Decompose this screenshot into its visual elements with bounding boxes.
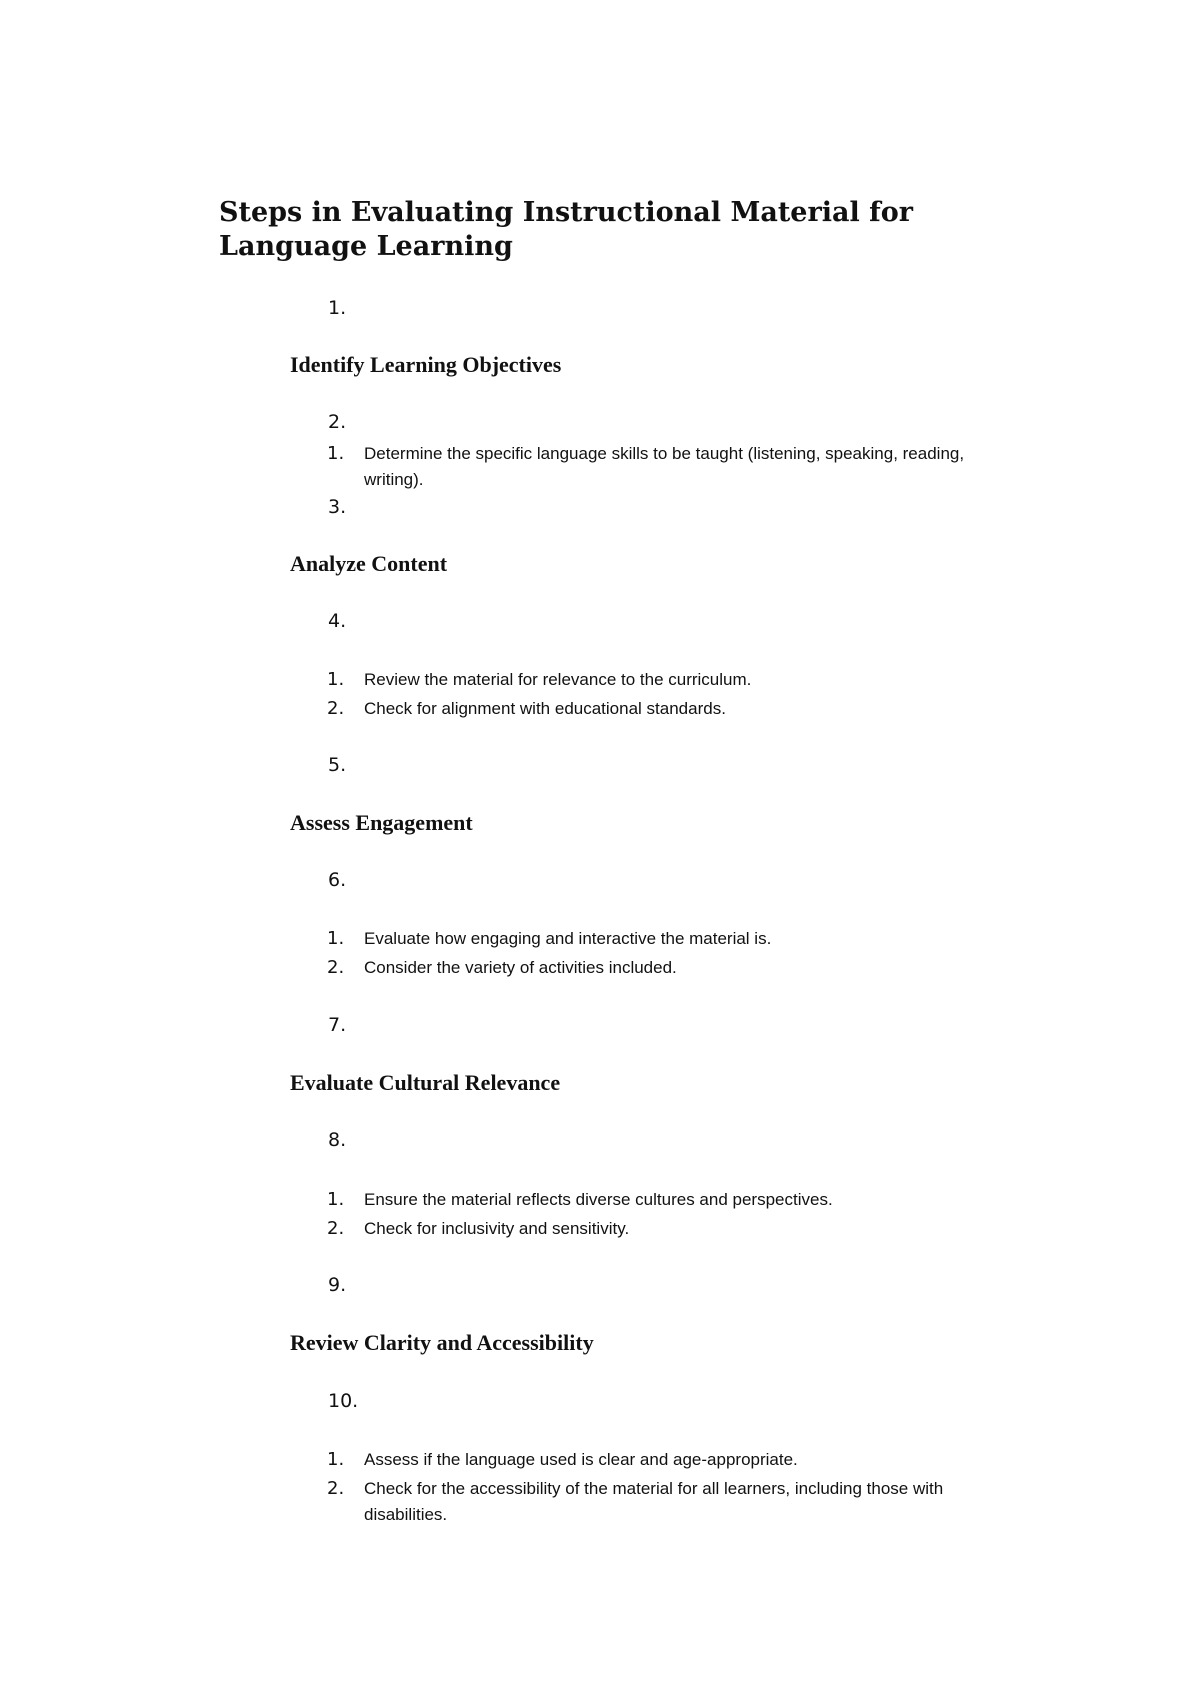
list-item: [327, 1216, 1027, 1242]
section-heading-evaluate-cultural-relevance: Evaluate Cultural Relevance: [290, 1070, 561, 1095]
document-title: Steps in Evaluating Instructional Material for Language Learning: [219, 197, 913, 262]
sub-item-text: Review the material for relevance to the curriculum.: [364, 670, 752, 689]
list-item: [327, 441, 1027, 493]
section-heading-analyze-content: Analyze Content: [290, 551, 448, 576]
sub-item-text: Determine the specific language skills to be taught (listening, speaking, reading, writing).: [364, 444, 965, 489]
sub-item-number: 1.: [327, 928, 345, 949]
sub-item-text: Evaluate how engaging and interactive the material is.: [364, 929, 772, 948]
section-heading-assess-engagement: Assess Engagement: [290, 810, 473, 835]
list-marker: 7.: [328, 1014, 347, 1036]
list-marker: 9.: [328, 1274, 347, 1296]
sub-item-number: 2.: [327, 1478, 345, 1499]
list-marker: 4.: [328, 610, 347, 632]
sub-item-number: 1.: [327, 1189, 345, 1210]
list-marker: 3.: [328, 496, 347, 518]
list-marker: 6.: [328, 869, 347, 891]
sub-item-text: Ensure the material reflects diverse cultures and perspectives.: [364, 1190, 833, 1209]
list-item: [327, 667, 1027, 693]
list-item: [327, 955, 1027, 981]
list-item: [327, 696, 1027, 722]
sub-item-text: Consider the variety of activities included.: [364, 958, 677, 977]
sub-item-number: 1.: [327, 669, 345, 690]
list-marker: 8.: [328, 1129, 347, 1151]
list-item: [327, 926, 1027, 952]
sub-item-number: 2.: [327, 957, 345, 978]
list-marker: 2.: [328, 411, 347, 433]
sub-item-number: 1.: [327, 443, 345, 464]
list-marker: 1.: [328, 297, 347, 319]
sub-item-text: Assess if the language used is clear and age-appropriate.: [364, 1450, 798, 1469]
sub-item-text: Check for the accessibility of the material for all learners, including those with disabilities.: [364, 1479, 944, 1524]
sub-item-text: Check for alignment with educational standards.: [364, 699, 726, 718]
list-item: [327, 1476, 1027, 1528]
sub-item-number: 1.: [327, 1449, 345, 1470]
sub-item-number: 2.: [327, 698, 345, 719]
list-item: [327, 1187, 1027, 1213]
list-marker: 10.: [328, 1390, 359, 1412]
list-marker: 5.: [328, 754, 347, 776]
sub-item-text: Check for inclusivity and sensitivity.: [364, 1219, 630, 1238]
sub-item-number: 2.: [327, 1218, 345, 1239]
section-heading-review-clarity-and-accessibility: Review Clarity and Accessibility: [290, 1330, 594, 1355]
section-heading-identify-learning-objectives: Identify Learning Objectives: [290, 352, 562, 377]
list-item: [327, 1447, 1027, 1473]
